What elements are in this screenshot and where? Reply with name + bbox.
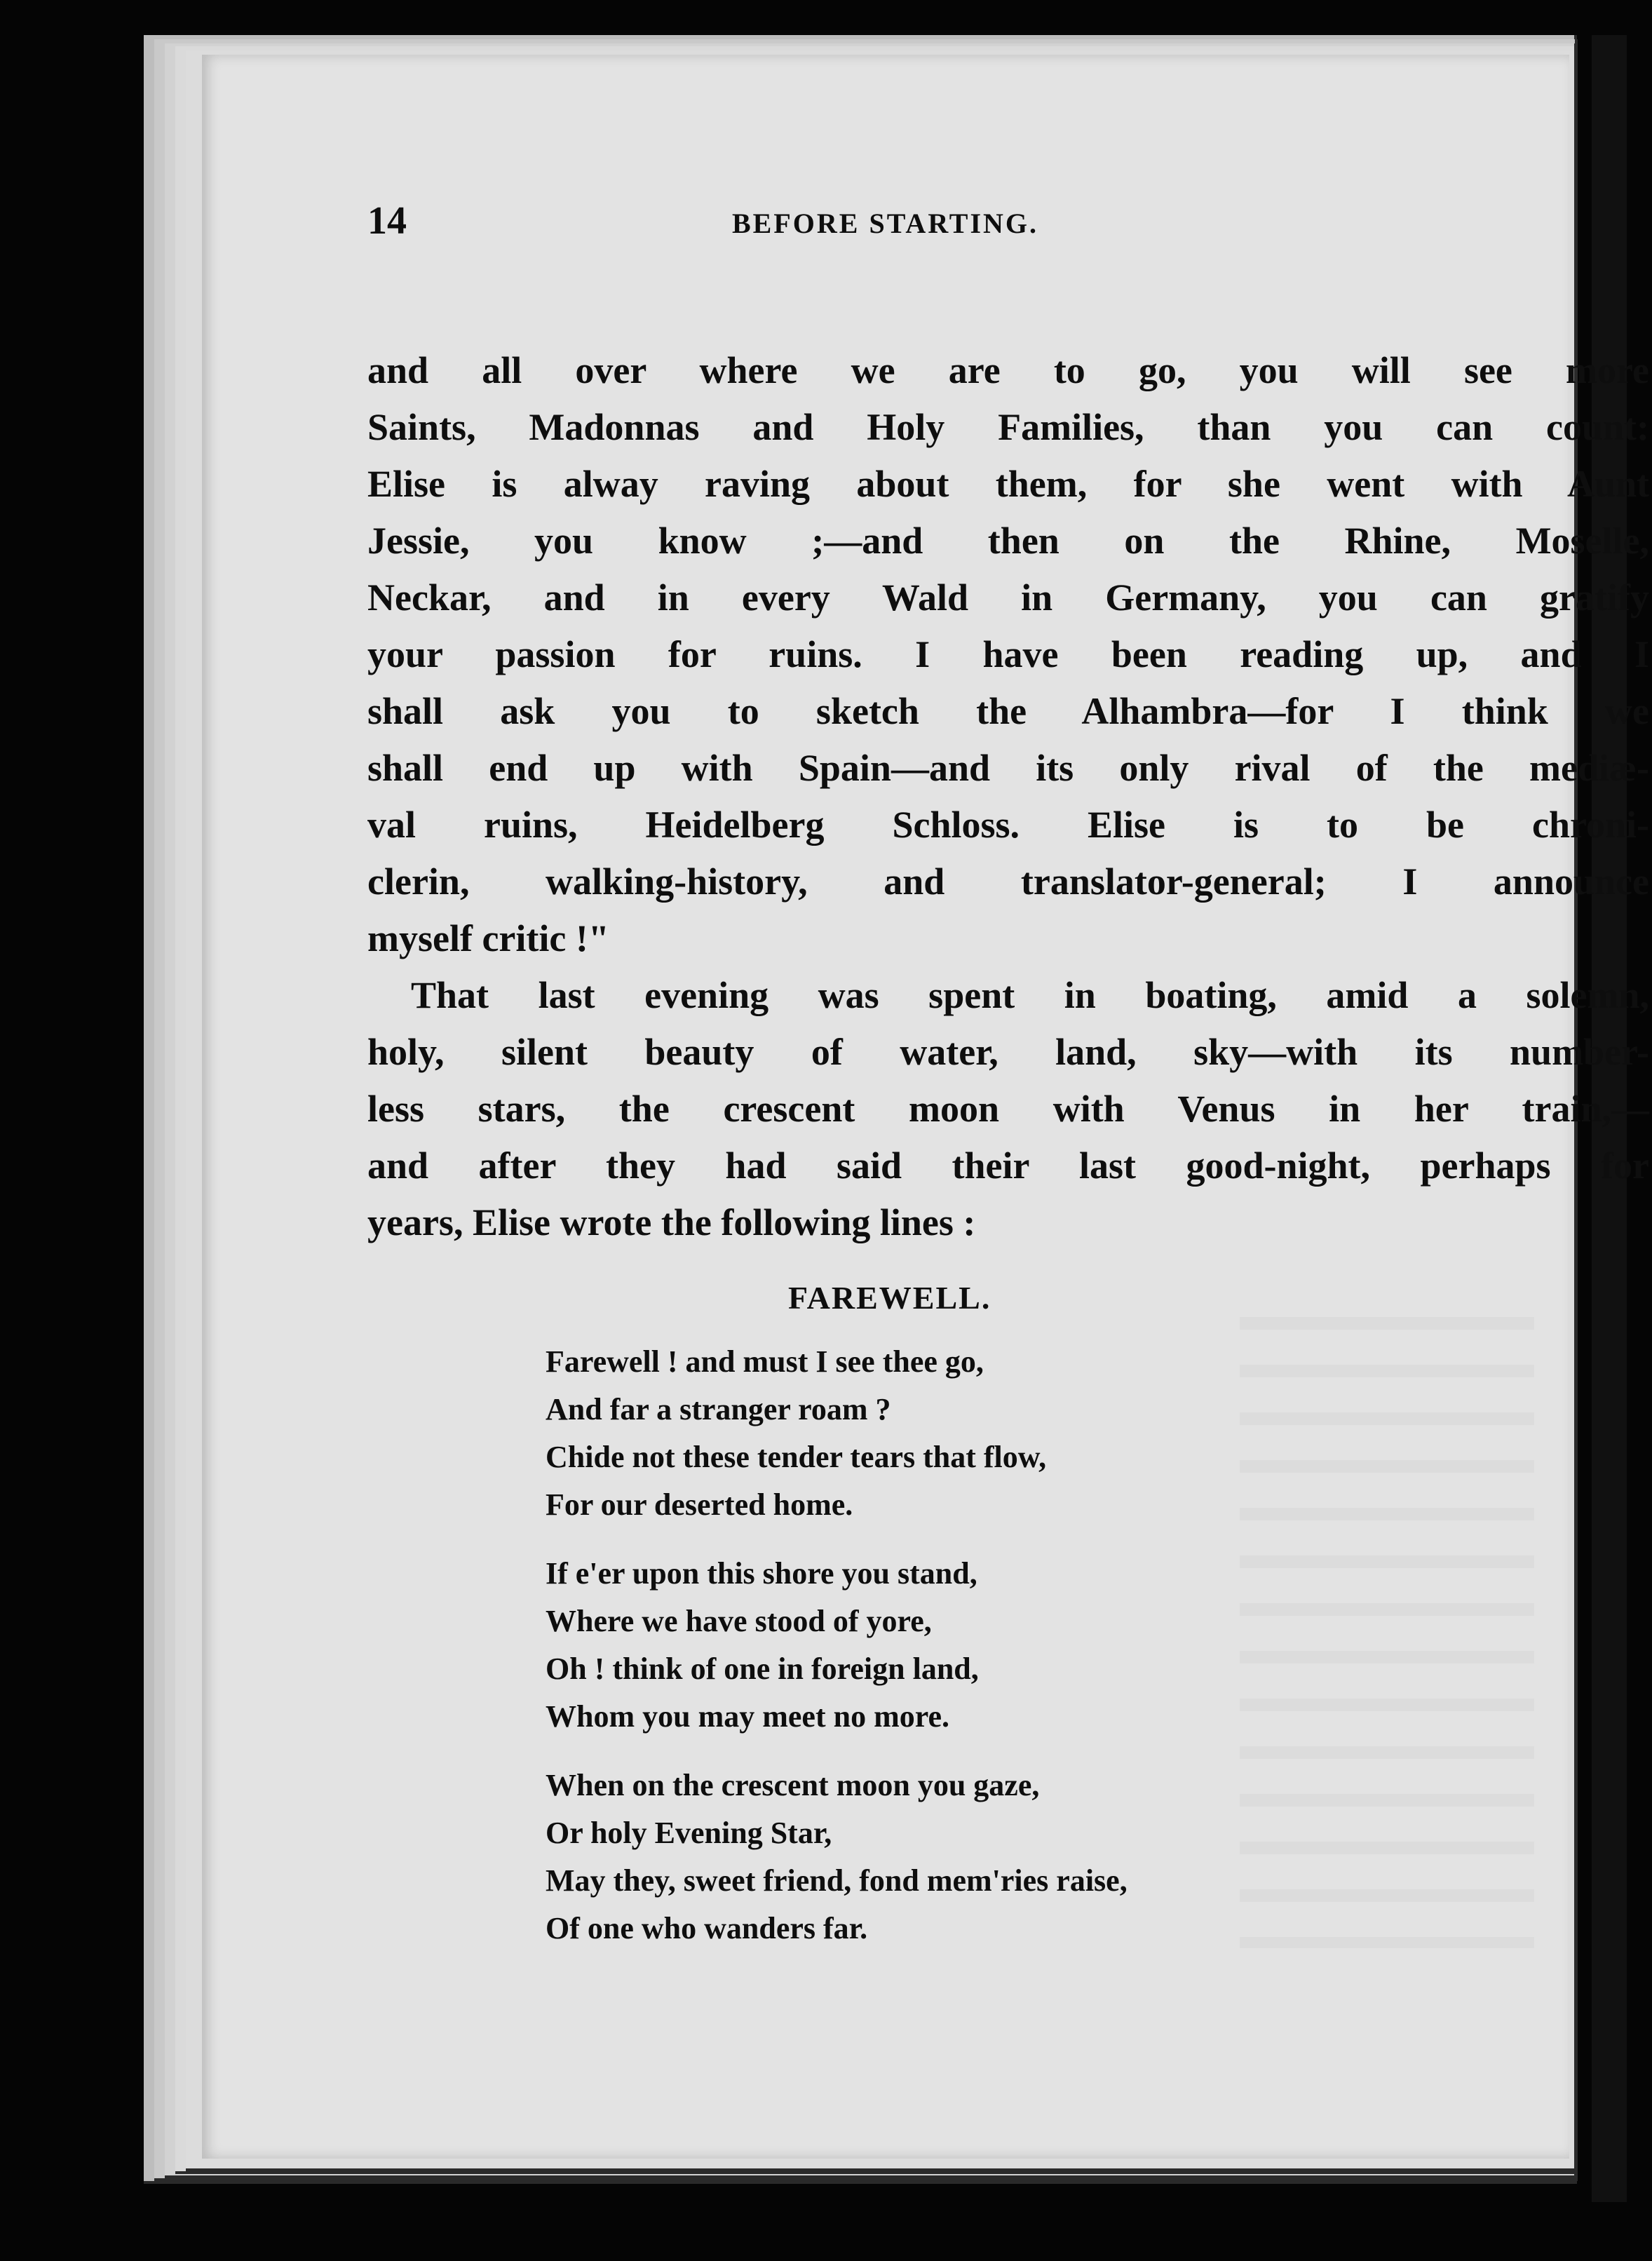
poem-line: Or holy Evening Star, bbox=[546, 1816, 832, 1850]
page-number: 14 bbox=[367, 199, 407, 243]
poem-stanza bbox=[546, 1762, 1387, 1952]
prose-block bbox=[367, 342, 1649, 1251]
poem bbox=[546, 1338, 1387, 1973]
poem-line: Where we have stood of yore, bbox=[546, 1604, 932, 1638]
prose-line: your passion for ruins. I have been reading up, and I bbox=[367, 633, 1649, 675]
poem-stanza bbox=[546, 1550, 1387, 1741]
prose-line: years, Elise wrote the following lines : bbox=[367, 1201, 976, 1243]
prose-line: clerin, walking-history, and translator-general; I announce bbox=[367, 860, 1649, 903]
running-head-title: BEFORE STARTING. bbox=[732, 208, 1039, 239]
poem-line: Chide not these tender tears that flow, bbox=[546, 1440, 1047, 1474]
prose-line: Jessie, you know ;—and then on the Rhine, Moselle, bbox=[367, 520, 1649, 562]
prose-line: shall ask you to sketch the Alhambra—for I think we bbox=[367, 690, 1649, 732]
poem-line: If e'er upon this shore you stand, bbox=[546, 1556, 977, 1591]
prose-line: Elise is alway raving about them, for she went with Aunt bbox=[367, 463, 1649, 505]
prose-line: That last evening was spent in boating, amid a solemn, bbox=[411, 974, 1649, 1016]
poem-line: Of one who wanders far. bbox=[546, 1911, 868, 1945]
poem-line: When on the crescent moon you gaze, bbox=[546, 1768, 1040, 1802]
prose-line: and after they had said their last good-night, perhaps for bbox=[367, 1145, 1649, 1187]
prose-line: less stars, the crescent moon with Venus in her train,— bbox=[367, 1088, 1649, 1130]
poem-line: For our deserted home. bbox=[546, 1487, 853, 1522]
book-page bbox=[202, 55, 1649, 2159]
prose-line: myself critic !" bbox=[367, 917, 609, 959]
poem-line: Farewell ! and must I see thee go, bbox=[546, 1344, 984, 1379]
prose-line: Saints, Madonnas and Holy Families, than you can count: bbox=[367, 406, 1649, 448]
prose-line: holy, silent beauty of water, land, sky—with its number- bbox=[367, 1031, 1649, 1073]
poem-line: And far a stranger roam ? bbox=[546, 1392, 891, 1426]
poem-stanza bbox=[546, 1338, 1387, 1529]
prose-line: shall end up with Spain—and its only rival of the mediæ- bbox=[367, 747, 1649, 789]
poem-line: Whom you may meet no more. bbox=[546, 1699, 949, 1734]
poem-title: FAREWELL. bbox=[788, 1280, 991, 1316]
prose-line: val ruins, Heidelberg Schloss. Elise is to be chroni- bbox=[367, 804, 1649, 846]
poem-line: May they, sweet friend, fond mem'ries raise, bbox=[546, 1863, 1128, 1898]
prose-line: and all over where we are to go, you will see more bbox=[367, 349, 1649, 391]
running-head bbox=[367, 198, 1630, 255]
prose-line: Neckar, and in every Wald in Germany, you can gratify bbox=[367, 576, 1649, 619]
poem-line: Oh ! think of one in foreign land, bbox=[546, 1652, 979, 1686]
